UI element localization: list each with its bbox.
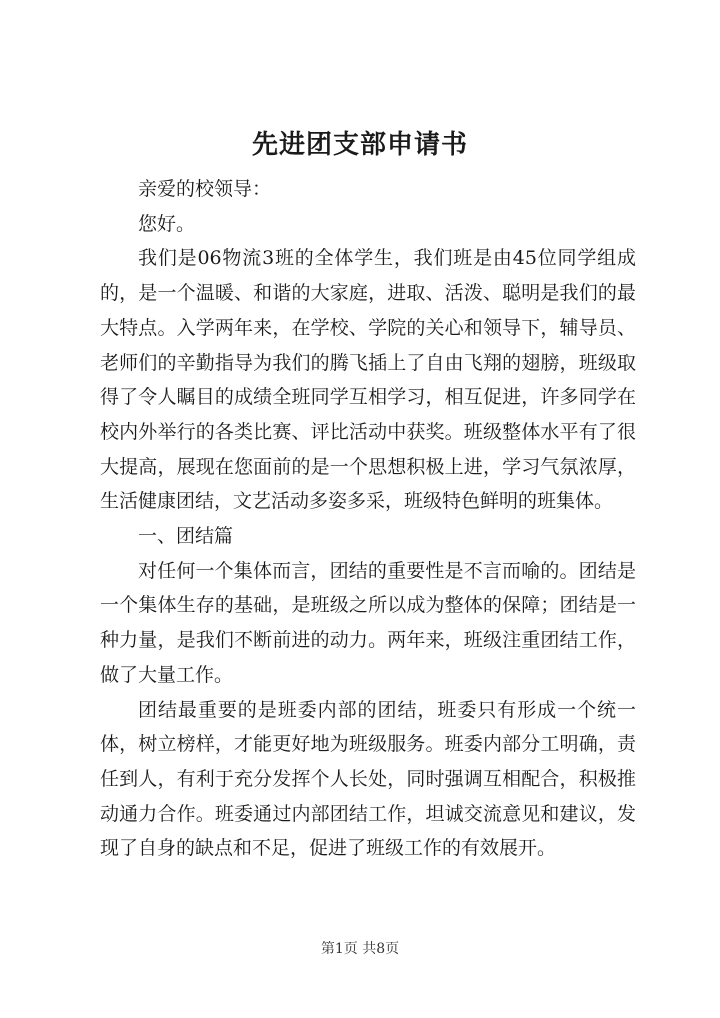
paragraph-unity-importance: 对任何一个集体而言，团结的重要性是不言而喻的。团结是一个集体生存的基础，是班级之所以成为整体的保障；团结是一种力量，是我们不断前进的动力。两年来，班级注重团结工作，做了大量工作。 — [100, 559, 636, 686]
page-footer: 第1页 共8页 — [320, 941, 400, 957]
salutation: 亲爱的校领导： — [138, 178, 272, 200]
document-title: 先进团支部申请书 — [251, 130, 468, 160]
paragraph-committee-unity: 团结最重要的是班委内部的团结，班委只有形成一个统一体，树立榜样，才能更好地为班级服务。班委内部分工明确，责任到人，有利于充分发挥个人长处，同时强调互相配合，积极推动通力合作。班委通过内部团结工作，坦诚交流意见和建议，发现了自身的缺点和不足，促进了班级工作的有效展开。 — [100, 698, 636, 860]
greeting: 您好。 — [138, 212, 196, 235]
document-body — [100, 172, 636, 866]
paragraph-intro: 我们是06物流3班的全体学生，我们班是由45位同学组成的，是一个温暖、和谐的大家庭，进取、活泼、聪明是我们的最大特点。入学两年来，在学校、学院的关心和领导下，辅导员、老师们的辛勤指导为我们的腾飞插上了自由飞翔的翅膀，班级取得了令人瞩目的成绩全班同学互相学习，相互促进，许多同学在校内外举行的各类比赛、评比活动中获奖。班级整体水平有了很大提高，展现在您面前的是一个思想积极上进，学习气氛浓厚，生活健康团结，文艺活动多姿多采，班级特色鲜明的班集体。 — [100, 247, 636, 513]
section-heading-unity: 一、团结篇 — [138, 525, 234, 548]
